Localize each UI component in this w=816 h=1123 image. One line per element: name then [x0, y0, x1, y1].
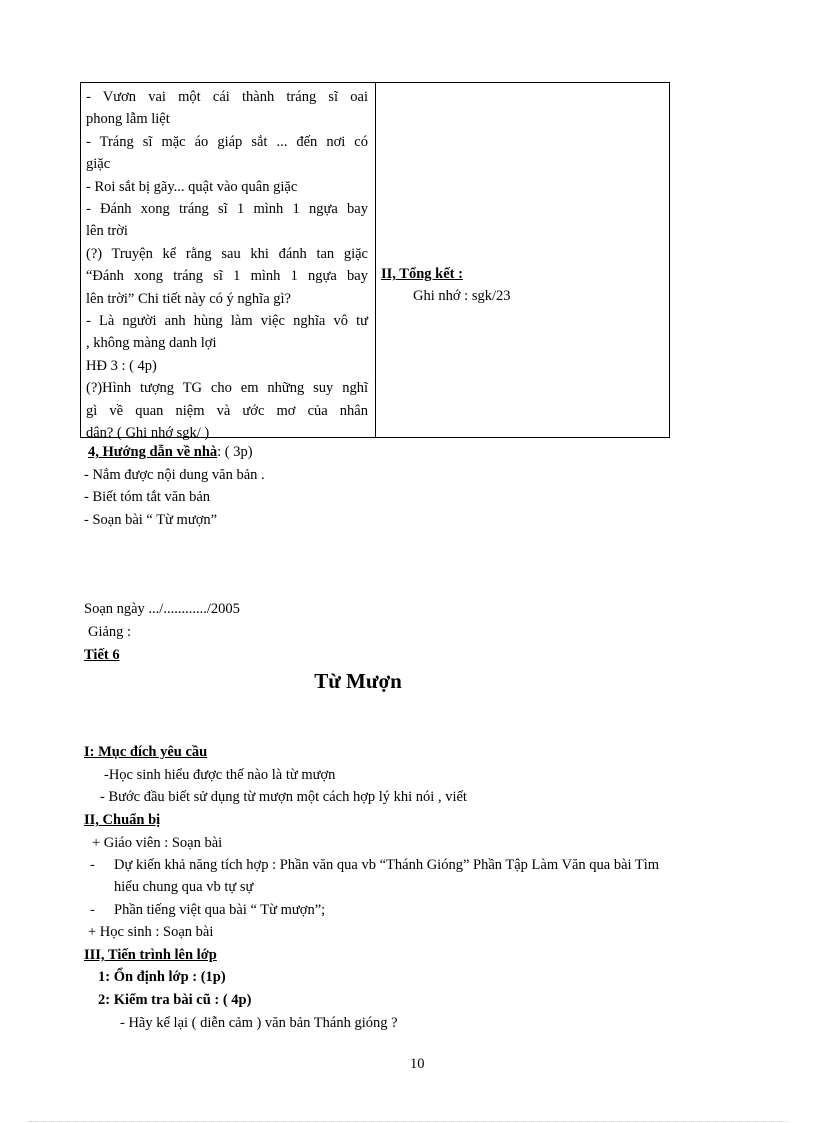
table-divider [375, 83, 376, 437]
step-2: 2: Kiểm tra bài cũ : ( 4p) [98, 992, 252, 1008]
section-2-heading: II, Chuẩn bị [84, 812, 161, 828]
table-line: gì về quan niệm và ước mơ của nhân [86, 402, 368, 419]
homework-item: - Soạn bài “ Từ mượn” [84, 512, 218, 528]
review-question: - Hãy kể lại ( diễn cảm ) văn bản Thánh gióng ? [120, 1015, 398, 1031]
table-line: lên trời” Chi tiết này có ý nghĩa gì? [86, 290, 291, 307]
summary-heading: II, Tổng kết : [381, 266, 463, 282]
vietnamese-part: Phần tiếng việt qua bài “ Từ mượn”; [114, 902, 326, 918]
teacher-prep: + Giáo viên : Soạn bài [92, 835, 223, 851]
section-3-heading: III, Tiến trình lên lớp [84, 947, 217, 963]
homework-heading-suffix: : ( 3p) [217, 444, 253, 460]
table-right-column [381, 263, 511, 307]
section-1-heading: I: Mục đích yêu cầu [84, 744, 208, 760]
homework-item: - Nắm được nội dung văn bản . [84, 467, 265, 483]
table-line: , không màng danh lợi [86, 335, 217, 352]
integration-plan-line-2: hiểu chung qua vb tự sự [114, 879, 254, 895]
table-line: phong lẫm liệt [86, 111, 170, 128]
integration-plan-line-1: Dự kiến khả năng tích hợp : Phần văn qua vb “Thánh Gióng” Phần Tập Làm Văn qua bài Tìm [114, 857, 660, 873]
dash-bullet: - [90, 857, 95, 873]
preparation-date: Soạn ngày .../............/2005 [84, 601, 240, 617]
table-line: (?)Hình tượng TG cho em những suy nghĩ [86, 380, 368, 397]
homework-heading-line [88, 441, 253, 463]
step-1: 1: Ổn định lớp : (1p) [98, 969, 226, 985]
homework-item: - Biết tóm tắt văn bản [84, 489, 211, 505]
table-line: (?) Truyện kể rằng sau khi đánh tan giặc [86, 245, 368, 262]
table-line: HĐ 3 : ( 4p) [86, 357, 157, 374]
homework-heading: 4, Hướng dẫn về nhà [88, 444, 218, 460]
lesson-number: Tiết 6 [84, 647, 120, 663]
page-number: 10 [410, 1056, 425, 1072]
table-line: - Roi sắt bị gãy... quật vào quân giặc [86, 178, 298, 195]
content-table [80, 82, 670, 442]
table-line: lên trời [86, 223, 128, 240]
section-1-item: - Bước đầu biết sử dụng từ mượn một cách hợp lý khi nói , viết [100, 789, 467, 805]
dash-bullet: - [90, 902, 95, 918]
table-left-column [86, 86, 368, 445]
summary-text: Ghi nhớ : sgk/23 [413, 288, 511, 304]
student-prep: + Học sinh : Soạn bài [88, 924, 214, 940]
page-title: Từ Mượn [314, 669, 402, 693]
section-1-item: -Học sinh hiểu được thế nào là từ mượn [104, 767, 336, 783]
table-line: - Là người anh hùng làm việc nghĩa vô tư [86, 313, 368, 330]
page-bottom-border [28, 1121, 788, 1122]
table-line: - Đánh xong tráng sĩ 1 mình 1 ngựa bay [86, 201, 368, 218]
table-line: dân? ( Ghi nhớ sgk/ ) [86, 425, 210, 442]
teaching-date: Giảng : [88, 624, 132, 640]
table-line: - Tráng sĩ mặc áo giáp sắt ... đến nơi có [86, 133, 368, 150]
table-line: giặc [86, 156, 111, 173]
table-line: “Đánh xong tráng sĩ 1 mình 1 ngựa bay [86, 268, 368, 285]
table-line: - Vươn vai một cái thành tráng sĩ oai [86, 89, 368, 105]
